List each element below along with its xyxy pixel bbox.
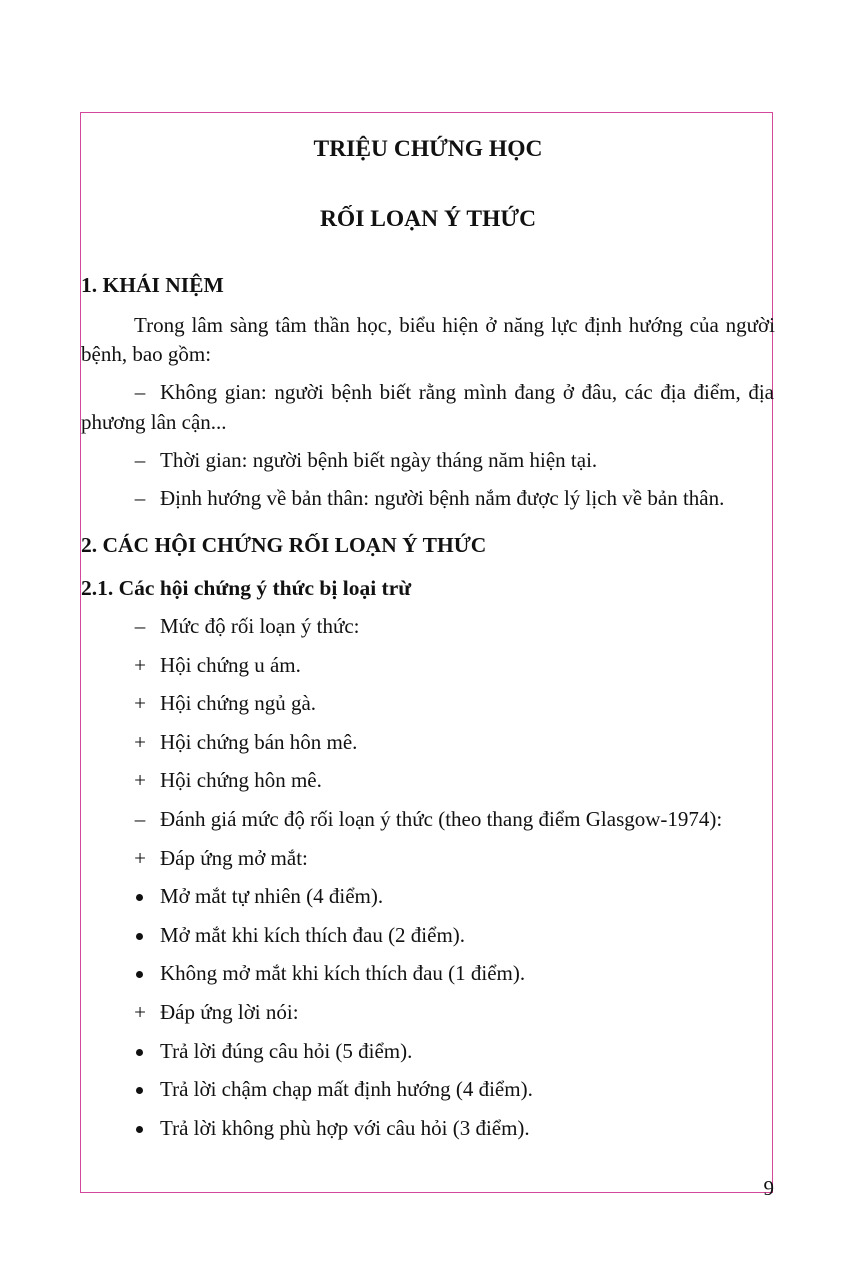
list-item-text: Mở mắt khi kích thích đau (2 điểm). <box>160 923 466 947</box>
list-item-text: Định hướng về bản thân: người bệnh nắm được lý lịch về bản thân. <box>160 486 725 510</box>
list-item-text: Không mở mắt khi kích thích đau (1 điểm). <box>160 961 526 985</box>
page-number: 9 <box>763 1176 774 1200</box>
plus-marker: + <box>134 730 146 754</box>
plus-marker: + <box>134 653 146 677</box>
list-item-text: Thời gian: người bệnh biết ngày tháng năm hiện tại. <box>160 448 598 472</box>
list-item-text: Hội chứng hôn mê. <box>160 768 322 792</box>
list-item-text: phương lân cận... <box>81 410 227 434</box>
plus-marker: + <box>134 768 146 792</box>
list-item-text: Đáp ứng lời nói: <box>160 1000 299 1024</box>
bullet-icon <box>136 1087 143 1094</box>
dash-marker: – <box>134 448 146 472</box>
list-item-text: Trả lời chậm chạp mất định hướng (4 điểm). <box>160 1077 533 1101</box>
bullet-icon <box>136 1049 143 1056</box>
list-item-text: Mức độ rối loạn ý thức: <box>160 614 360 638</box>
chapter-title: RỐI LOẠN Ý THỨC <box>319 206 537 232</box>
list-item-text: Đáp ứng mở mắt: <box>160 846 308 870</box>
list-item-text: Đánh giá mức độ rối loạn ý thức (theo thang điểm Glasgow-1974): <box>160 807 723 831</box>
plus-marker: + <box>134 1000 146 1024</box>
subsection-heading: 2.1. Các hội chứng ý thức bị loại trừ <box>81 576 412 600</box>
list-item-text: Hội chứng u ám. <box>160 653 301 677</box>
paragraph-line: Trong lâm sàng tâm thần học, biểu hiện ở năng lực định hướng của người <box>134 313 775 337</box>
bullet-icon <box>136 933 143 940</box>
list-item-text: Trả lời đúng câu hỏi (5 điểm). <box>160 1039 413 1063</box>
section-heading-2: 2. CÁC HỘI CHỨNG RỐI LOẠN Ý THỨC <box>81 533 487 557</box>
list-item-text: Hội chứng ngủ gà. <box>160 691 317 715</box>
paragraph-line: bệnh, bao gồm: <box>81 342 212 366</box>
list-item-text: Mở mắt tự nhiên (4 điểm). <box>160 884 384 908</box>
section-heading-1: 1. KHÁI NIỆM <box>81 273 224 297</box>
dash-marker: – <box>134 486 146 510</box>
page-title: TRIỆU CHỨNG HỌC <box>313 136 543 162</box>
list-item-text: Hội chứng bán hôn mê. <box>160 730 358 754</box>
bullet-icon <box>136 894 143 901</box>
bullet-icon <box>136 971 143 978</box>
plus-marker: + <box>134 846 146 870</box>
dash-marker: – <box>134 807 146 831</box>
dash-marker: – <box>134 614 146 638</box>
list-item-text: Không gian: người bệnh biết rằng mình đang ở đâu, các địa điểm, địa <box>160 380 774 404</box>
dash-marker: – <box>134 380 146 404</box>
bullet-icon <box>136 1126 143 1133</box>
plus-marker: + <box>134 691 146 715</box>
list-item-text: Trả lời không phù hợp với câu hỏi (3 điểm). <box>160 1116 530 1140</box>
